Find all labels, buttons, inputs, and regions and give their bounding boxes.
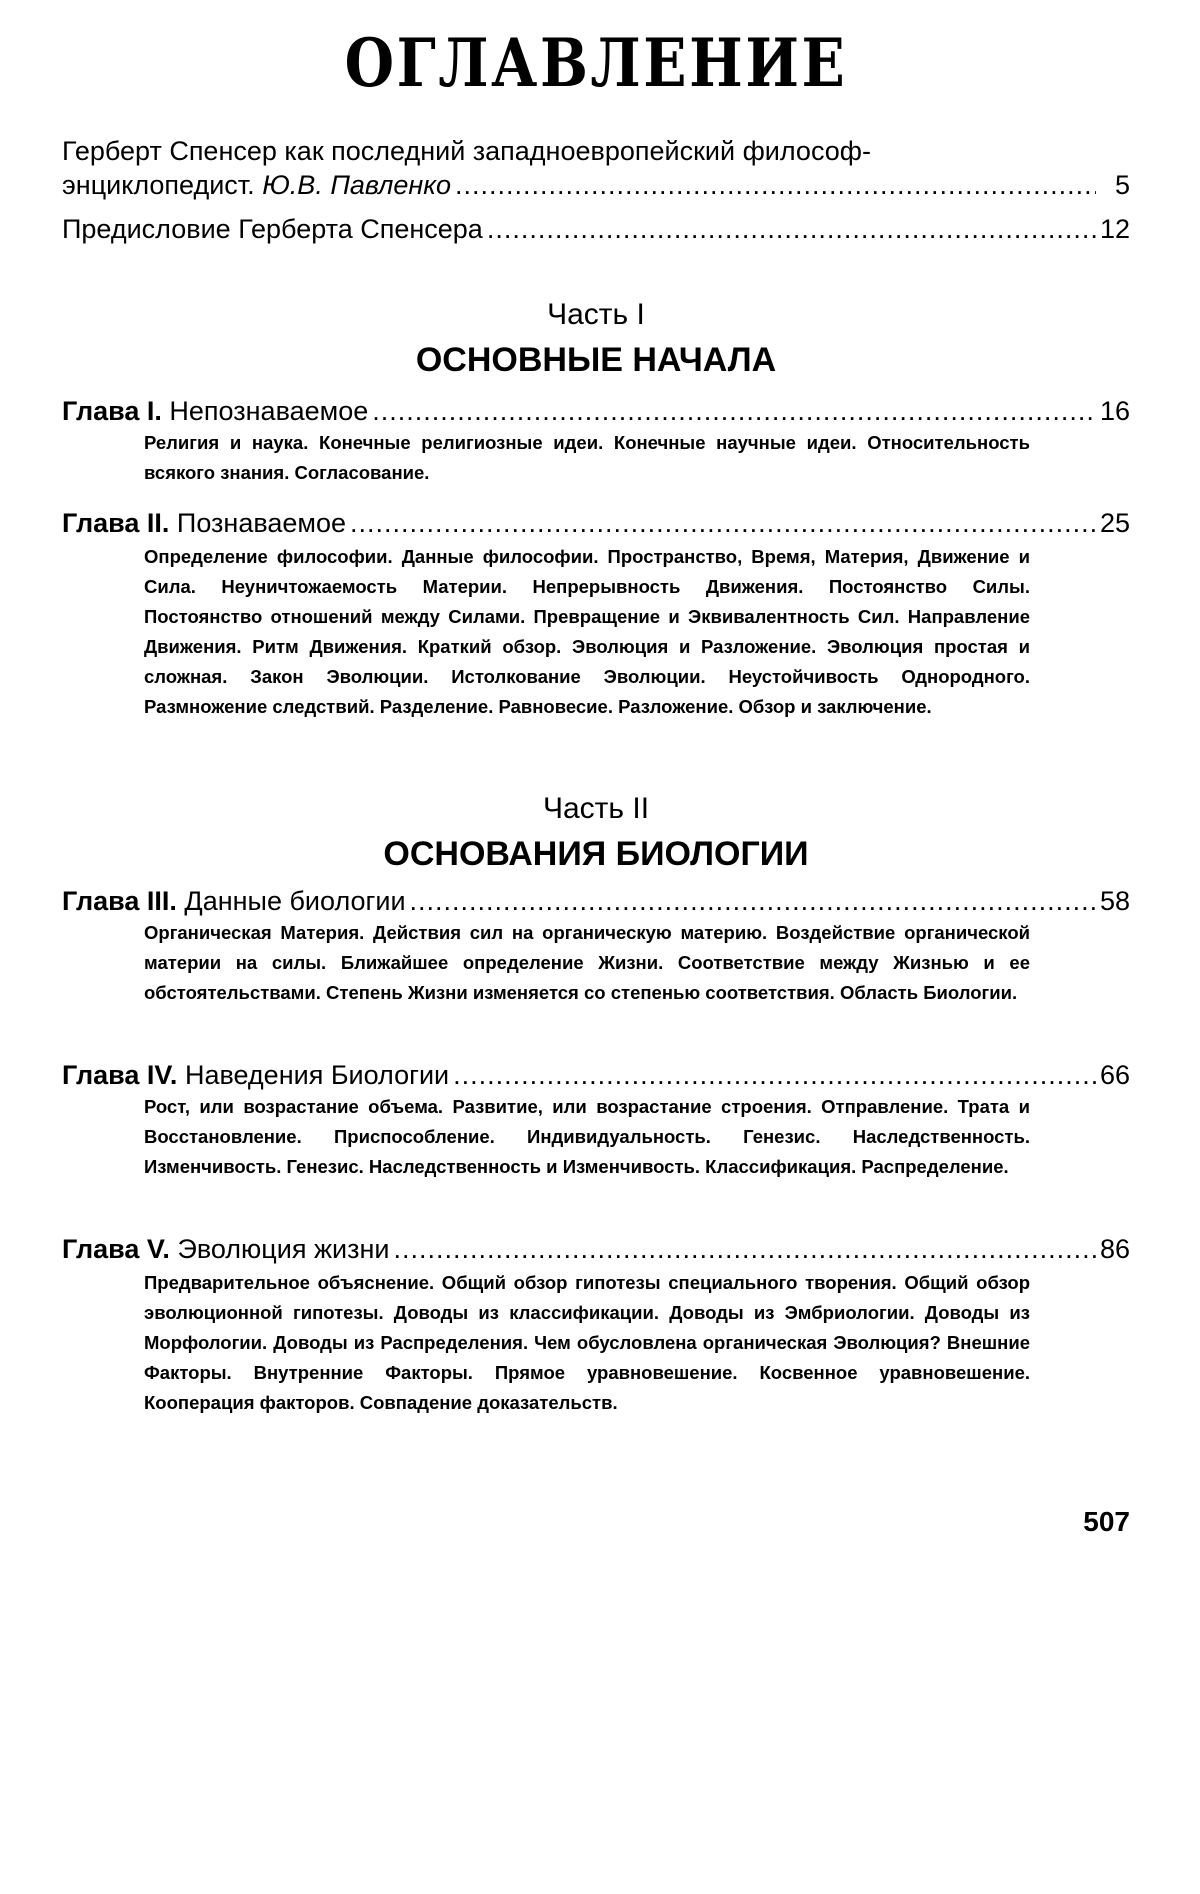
toc-entry-chapter-1[interactable] xyxy=(62,394,1130,428)
page-ref: 66 xyxy=(1099,1060,1130,1090)
part-1-title: ОСНОВНЫЕ НАЧАЛА xyxy=(415,341,777,379)
toc-entry-chapter-2[interactable] xyxy=(62,506,1130,540)
leader-dots xyxy=(350,506,1096,540)
page-ref: 58 xyxy=(1099,886,1130,916)
page-ref: 25 xyxy=(1099,508,1130,538)
toc-entry-chapter-3[interactable] xyxy=(62,884,1130,918)
chapter-number: Глава III. xyxy=(62,886,177,916)
part-2-title: ОСНОВАНИЯ БИОЛОГИИ xyxy=(383,835,809,873)
page-ref: 5 xyxy=(1114,170,1130,200)
leader-dots xyxy=(455,168,1096,202)
chapter-title: Данные биологии xyxy=(184,886,406,916)
page-ref: 16 xyxy=(1099,396,1130,426)
preface-title: Предисловие Герберта Спенсера xyxy=(62,214,483,244)
chapter-4-description: Рост, или возрастание объема. Развитие, или возрастание строения. Отправление. Трата и Восстановление. Приспособление. Индивидуальность. Генезис. Наследственность. Изменчивость. Генезис. Наследственность и Изменчивость. Классификация. Распределение. xyxy=(144,1096,1030,1177)
chapter-number: Глава V. xyxy=(62,1234,170,1264)
chapter-3-description: Органическая Материя. Действия сил на органическую материю. Воздействие органической материи на силы. Ближайшее определение Жизни. Соответствие между Жизнью и ее обстоятельствами. Степень Жизни изменяется со степенью соответствия. Область Биологии. xyxy=(144,922,1030,1003)
leader-dots xyxy=(372,394,1096,428)
toc-entry-chapter-5[interactable] xyxy=(62,1232,1130,1266)
chapter-1-description: Религия и наука. Конечные религиозные идеи. Конечные научные идеи. Относительность всякого знания. Согласование. xyxy=(144,432,1030,483)
chapter-2-description: Определение философии. Данные философии. Пространство, Время, Материя, Движение и Сила. Неуничтожаемость Материи. Непрерывность Движения. Постоянство Силы. Постоянство отношений между Силами. Превращение и Эквивалентность Сил. Направление Движения. Ритм Движения. Краткий обзор. Эволюция и Разложение. Эволюция простая и сложная. Закон Эволюции. Истолкование Эволюции. Неустойчивость Однородного. Размножение следствий. Разделение. Равновесие. Разложение. Обзор и заключение. xyxy=(144,546,1030,717)
chapter-5-description: Предварительное объяснение. Общий обзор гипотезы специального творения. Общий обзор эволюционной гипотезы. Доводы из классификации. Доводы из Эмбриологии. Доводы из Морфологии. Доводы из Распределения. Чем обусловлена органическая Эволюция? Внешние Факторы. Внутренние Факторы. Прямое уравновешение. Косвенное уравновешение. Кооперация факторов. Совпадение доказательств. xyxy=(144,1272,1030,1413)
intro-title-line2: энциклопедист. xyxy=(62,170,255,200)
chapter-title: Наведения Биологии xyxy=(184,1060,450,1090)
chapter-number: Глава IV. xyxy=(62,1060,178,1090)
page-title: ОГЛАВЛЕНИЕ xyxy=(344,24,848,102)
intro-author: Ю.В. Павленко xyxy=(262,170,451,200)
part-1-label: Часть I xyxy=(547,298,645,331)
toc-entry-preface[interactable] xyxy=(62,212,1130,246)
leader-dots xyxy=(394,1232,1096,1266)
leader-dots xyxy=(487,212,1096,246)
chapter-number: Глава II. xyxy=(62,508,170,538)
chapter-number: Глава I. xyxy=(62,396,162,426)
toc-entry-intro[interactable] xyxy=(62,134,1130,202)
part-2-label: Часть II xyxy=(542,792,650,825)
chapter-title: Эволюция жизни xyxy=(177,1234,390,1264)
toc-entry-chapter-4[interactable] xyxy=(62,1058,1130,1092)
chapter-title: Непознаваемое xyxy=(169,396,369,426)
chapter-title: Познаваемое xyxy=(176,508,347,538)
leader-dots xyxy=(410,884,1096,918)
intro-title-line1: Герберт Спенсер как последний западноевропейский философ- xyxy=(62,136,871,166)
page-ref: 12 xyxy=(1099,214,1130,244)
leader-dots xyxy=(453,1058,1096,1092)
page-ref: 86 xyxy=(1099,1234,1130,1264)
page-number: 507 xyxy=(1083,1506,1130,1537)
